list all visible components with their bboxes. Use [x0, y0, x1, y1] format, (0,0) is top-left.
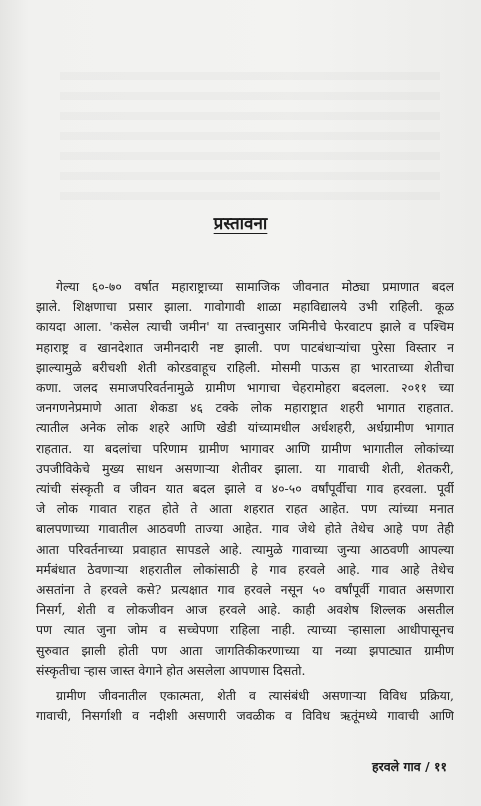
text-line: झाल्यामुळे बरीचशी शेती कोरडवाहूच राहिली. मोसमी पाऊस हा भारताच्या शेतीचा [36, 359, 454, 375]
bleed-through-shadow [60, 60, 440, 210]
text-line: आता परिवर्तनाच्या प्रवाहात सापडले आहे. त्यामुळे गावाच्या जुन्या आठवणी आपल्या [36, 541, 454, 557]
text-line: त्यातील अनेक लोक शहरे आणि खेडी यांच्यामधील अर्धशहरी, अर्धग्रामीण भागात [36, 420, 454, 436]
body-text [36, 277, 454, 726]
text-line: सुरुवात झाली होती पण आता जागतिकीकरणाच्या या नव्या झपाट्यात ग्रामीण [36, 642, 454, 658]
text-line: संस्कृतीचा ऱ्हास जास्त वेगाने होत असलेला आपणास दिसतो. [36, 662, 306, 678]
text-line: ग्रामीण जीवनातील एकात्मता, शेती व त्यासंबंधी असणाऱ्या विविध प्रक्रिया, [56, 688, 454, 704]
text-line: असतांना ते हरवले कसे? प्रत्यक्षात गाव हरवले नसून ५० वर्षांपूर्वी गावात असणारा [36, 582, 454, 598]
text-line: कायदा आला. 'कसेल त्याची जमीन' या तत्त्वानुसार जमिनीचे फेरवाटप झाले व पश्चिम [36, 319, 454, 335]
chapter-title: प्रस्तावना [213, 214, 268, 234]
text-line: बालपणाच्या गावातील आठवणी ताज्या आहेत. गाव जेथे होते तेथेच आहे पण तेही [36, 521, 454, 537]
text-line: राहतात. या बदलांचा परिणाम ग्रामीण भागावर आणि ग्रामीण भागातील लोकांच्या [36, 440, 454, 456]
text-line: उपजीविकेचे मुख्य साधन असणाऱ्या शेतीवर झाला. या गावाची शेती, शेतकरी, [36, 460, 454, 476]
text-line: गेल्या ६०-७० वर्षात महाराष्ट्राच्या सामाजिक जीवनात मोठ्या प्रमाणात बदल [56, 279, 454, 294]
text-line: पण त्यात जुना जोम व सच्चेपणा राहिला नाही. त्याच्या ऱ्हासाला आधीपासूनच [36, 622, 454, 638]
text-line: गावाची, निसर्गाशी व नदीशी असणारी जवळीक व विविध ऋतूंमध्ये गावाची आणि [36, 708, 454, 724]
page-footer: हरवले गाव / ११ [371, 759, 447, 774]
text-line: जनगणनेप्रमाणे आता शेकडा ४६ टक्के लोक महाराष्ट्रात शहरी भागात राहतात. [36, 400, 454, 416]
text-line: कणा. जलद समाजपरिवर्तनामुळे ग्रामीण भागाचा चेहरामोहरा बदलला. २०११ च्या [36, 380, 454, 396]
text-line: झाले. शिक्षणाचा प्रसार झाला. गावोगावी शाळा महाविद्यालये उभी राहिली. कूळ [36, 299, 454, 315]
text-line: महाराष्ट्र व खानदेशात जमीनदारी नष्ट झाली. पण पाटबंधाऱ्यांचा पुरेसा विस्तार न [36, 339, 454, 355]
text-line: जे लोक गावात राहत होते ते आता शहरात राहत आहेत. पण त्यांच्या मनात [36, 501, 454, 517]
text-line: त्यांची संस्कृती व जीवन यात बदल झाले व ४०-५० वर्षांपूर्वीचा गाव हरवला. पूर्वी [36, 481, 454, 497]
text-line: निसर्ग, शेती व लोकजीवन आज हरवले आहे. काही अवशेष शिल्लक असतील [36, 602, 454, 618]
text-line: मर्मबंधात ठेवणाऱ्या शहरातील लोकांसाठी हे गाव हरवले आहे. गाव आहे तेथेच [36, 561, 454, 577]
